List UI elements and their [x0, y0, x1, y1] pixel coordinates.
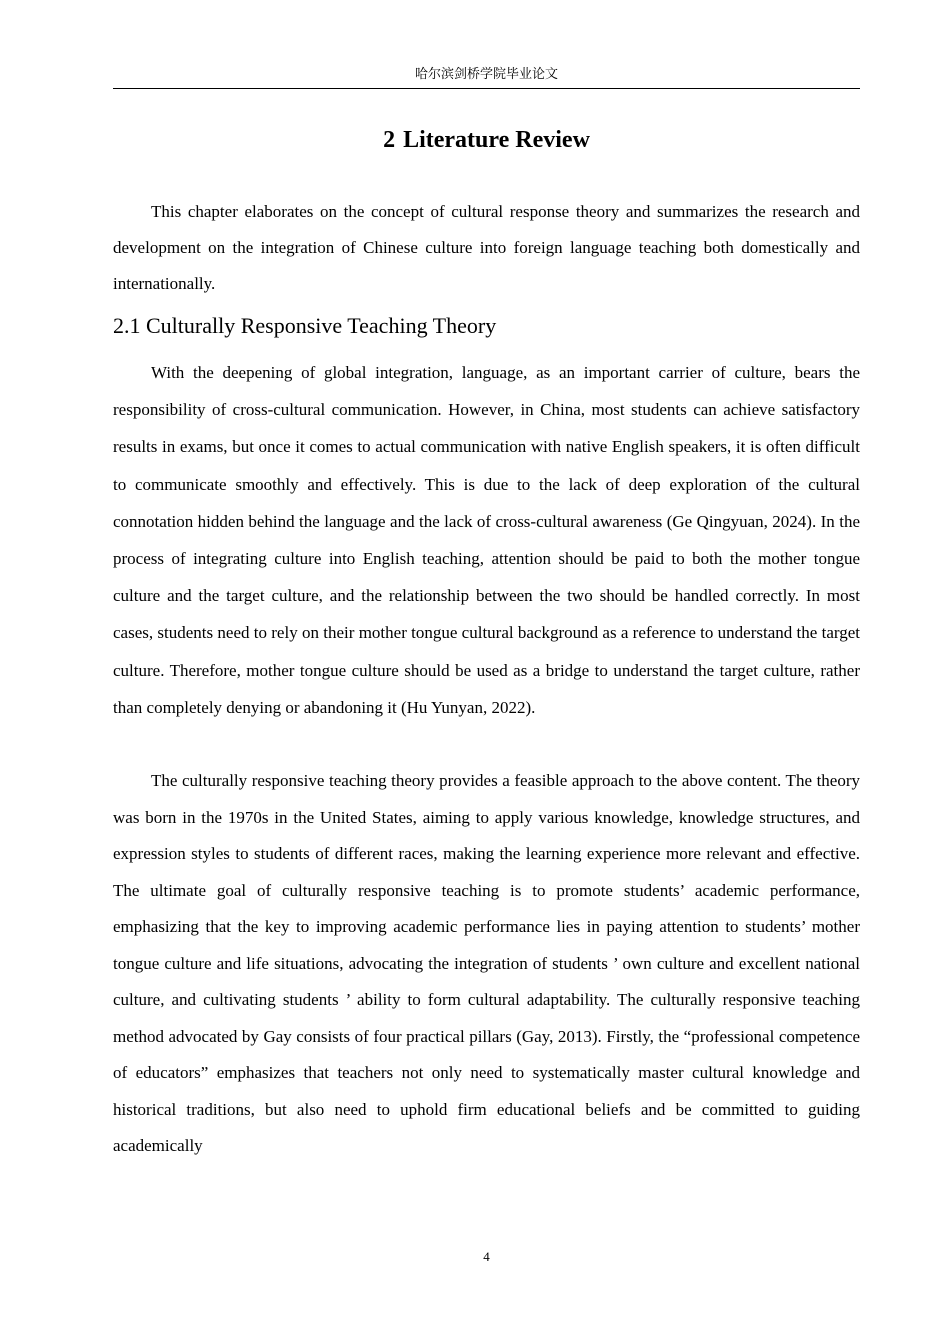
body-paragraph-2: The culturally responsive teaching theory provides a feasible approach to the above content. The theory was born in the 1970s in the United States, aiming to apply various knowledge, knowledge structures, and expression styles to students of different races, making the learning experience more relevant and effective. The ultimate goal of culturally responsive teaching is to promote students’ academic performance, emphasizing that the key to improving academic performance lies in paying attention to students’ mother tongue culture and life situations, advocating the integration of students ’ own culture and excellent national culture, and cultivating students ’ ability to form cultural adaptability. The culturally responsive teaching method advocated by Gay consists of four practical pillars (Gay, 2013). Firstly, the “professional competence of educators” emphasizes that teachers not only need to systematically master cultural knowledge and historical traditions, but also need to uphold firm educational beliefs and be committed to guiding academically	[113, 771, 860, 1155]
running-header: 哈尔滨剑桥学院毕业论文	[414, 67, 558, 82]
chapter-title	[113, 124, 860, 156]
intro-paragraph: This chapter elaborates on the concept of cultural response theory and summarizes the research and development on the integration of Chinese culture into foreign language teaching both domestically and internationally.	[113, 202, 860, 293]
chapter-number: 2	[383, 127, 396, 153]
section-heading: 2.1 Culturally Responsive Teaching Theory	[113, 313, 497, 338]
header-divider	[113, 88, 860, 89]
page-number: 4	[483, 1249, 490, 1264]
body-paragraph-1: With the deepening of global integration, language, as an important carrier of culture, bears the responsibility of cross-cultural communication. However, in China, most students can achieve satisfactory results in exams, but once it comes to actual communication with native English speakers, it is often difficult to communicate smoothly and effectively. This is due to the lack of deep exploration of the cultural connotation hidden behind the language and the lack of cross-cultural awareness (Ge Qingyuan, 2024). In the process of integrating culture into English teaching, attention should be paid to both the mother tongue culture and the target culture, and the relationship between the two should be handled correctly. In most cases, students need to rely on their mother tongue cultural background as a reference to understand the target culture. Therefore, mother tongue culture should be used as a bridge to understand the target culture, rather than completely denying or abandoning it (Hu Yunyan, 2022).	[113, 363, 860, 717]
chapter-title-text: Literature Review	[403, 127, 590, 153]
